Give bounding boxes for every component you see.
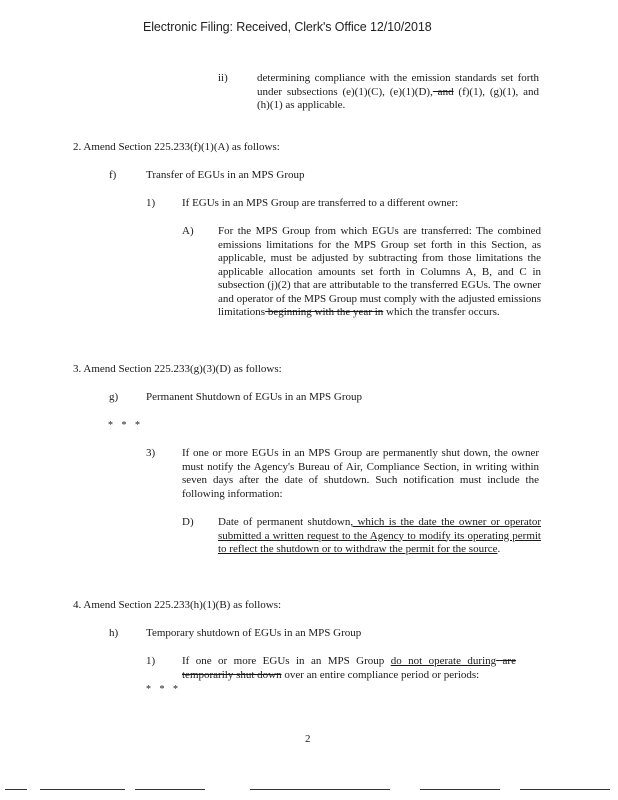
section-4-1-text-b: over an entire compliance period or periods:: [281, 668, 480, 681]
filing-stamp-header: Electronic Filing: Received, Clerk's Office 12/10/2018: [143, 20, 432, 34]
section-4-1-underlined: do not operate during: [390, 655, 497, 667]
section-3-d-text: [218, 516, 541, 557]
section-2-a-text-2: which the transfer occurs.: [383, 306, 500, 318]
section-4-h-label: h): [109, 627, 119, 639]
section-4-h-title: Temporary shutdown of EGUs in an MPS Group: [146, 627, 362, 639]
section-4-1-label: 1): [146, 655, 156, 667]
footer-rule-1: [5, 789, 27, 790]
item-ii-struck: and: [432, 85, 454, 98]
footer-rule-5: [420, 789, 500, 790]
section-4-1-struck: are temporarily shut down: [182, 655, 516, 681]
section-3-heading: 3. Amend Section 225.233(g)(3)(D) as follows:: [73, 363, 282, 375]
section-2-1-text: If EGUs in an MPS Group are transferred to a different owner:: [182, 197, 459, 209]
item-ii-text: [257, 72, 539, 113]
footer-rule-4: [250, 789, 390, 790]
section-4-heading: 4. Amend Section 225.233(h)(1)(B) as follows:: [73, 599, 282, 611]
section-4-1-text-a: If one or more EGUs in an MPS Group: [182, 655, 391, 667]
section-3-g-label: g): [109, 391, 119, 403]
section-3-3-text: If one or more EGUs in an MPS Group are permanently shut down, the owner must notify the Agency's Bureau of Air, Compliance Section, in writing within seven days after the date of shutdown. Such notification must include the following information:: [182, 447, 539, 500]
section-2-a-text-1: For the MPS Group from which EGUs are transferred: The combined emissions limitations for the MPS Group set forth in this Section, as applicable, must be adjusted by subtracting from those limitations the applicable allocation amounts set forth in Columns A, B, and C in subsection (j)(2) that are attributable to the transferred EGUs. The owner and operator of the MPS Group must comply with the adjusted emissions limitations: [218, 225, 541, 318]
footer-rule-6: [520, 789, 610, 790]
section-3-d-label: D): [182, 516, 194, 528]
section-2-heading: 2. Amend Section 225.233(f)(1)(A) as follows:: [73, 141, 280, 153]
section-2-f-label: f): [109, 169, 117, 181]
section-2-a-label: A): [182, 225, 194, 237]
section-4-1-text: [182, 655, 516, 682]
footer-rule-2: [40, 789, 125, 790]
section-3-stars: * * *: [108, 420, 143, 431]
section-3-d-end: .: [497, 543, 501, 555]
section-2-a-text: [218, 225, 541, 320]
section-2-f-title: Transfer of EGUs in an MPS Group: [146, 169, 305, 181]
section-3-d-text-a: Date of permanent shutdown: [218, 516, 351, 528]
section-3-d-underlined: , which is the date the owner or operator submitted a written request to the Agency to modify its operating permit to reflect the shutdown or to withdraw the permit for the source: [218, 516, 542, 555]
item-ii-text-b: (f)(1), (g)(1), and (h)(1) as applicable.: [257, 85, 539, 111]
item-ii-text-a: determining compliance with the emission standards set forth under subsections (e)(1)(C), (e)(1)(D),: [257, 72, 539, 98]
section-2-a-struck: beginning with the year in: [265, 306, 384, 318]
section-4-stars: * * *: [146, 684, 181, 695]
item-ii-label: ii): [218, 72, 228, 84]
section-3-3-label: 3): [146, 447, 156, 459]
section-3-g-title: Permanent Shutdown of EGUs in an MPS Group: [146, 391, 363, 403]
footer-rule-3: [135, 789, 205, 790]
section-2-1-label: 1): [146, 197, 156, 209]
page-number: 2: [305, 733, 311, 745]
